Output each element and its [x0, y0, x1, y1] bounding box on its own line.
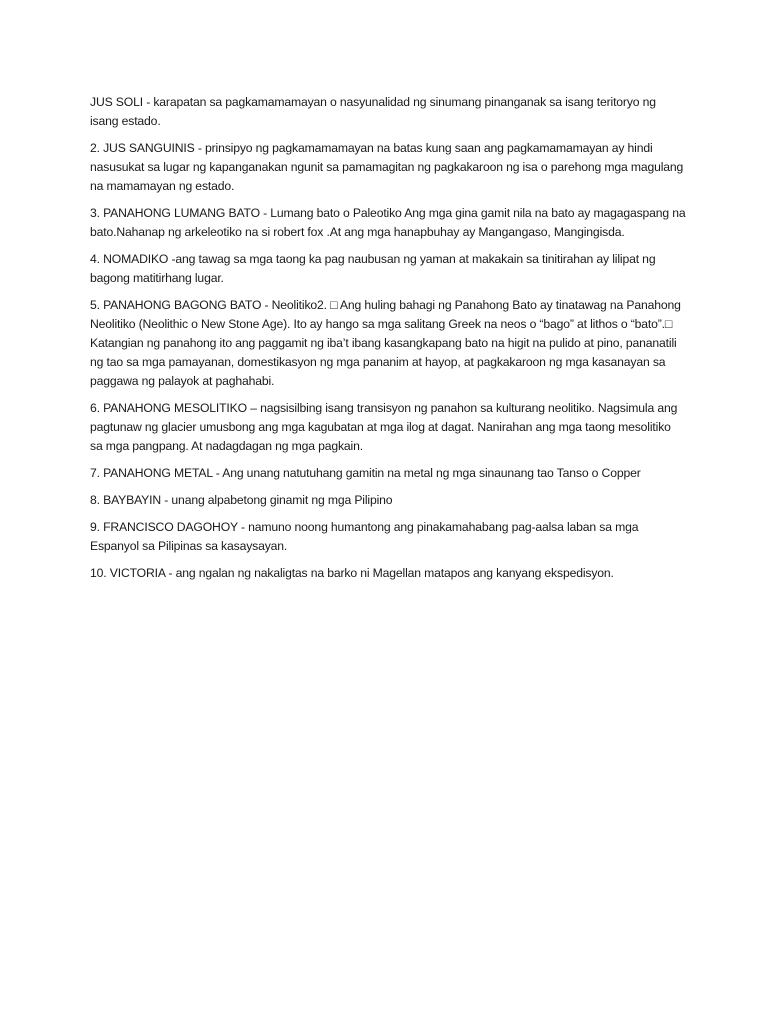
- paragraph-baybayin: 8. BAYBAYIN - unang alpabetong ginamit ng mga Pilipino: [90, 493, 393, 507]
- paragraph-jus-sanguinis: 2. JUS SANGUINIS - prinsipyo ng pagkamamamayan na batas kung saan ang pagkamamamayan ay hindi nasusukat sa lugar ng kapanganakan ngunit sa pamamagitan ng pagkakaroon ng isa o parehong mga magulang na mamamayan ng estado.: [90, 141, 684, 193]
- paragraph-jus-soli: JUS SOLI - karapatan sa pagkamamamayan o nasyunalidad ng sinumang pinanganak sa isang teritoryo ng isang estado.: [90, 95, 656, 128]
- paragraph-panahong-metal: 7. PANAHONG METAL - Ang unang natutuhang gamitin na metal ng mga sinaunang tao Tanso o Copper: [90, 466, 641, 480]
- paragraph-francisco-dagohoy: 9. FRANCISCO DAGOHOY - namuno noong humantong ang pinakamahabang pag-aalsa laban sa mga Espanyol sa Pilipinas sa kasaysayan.: [90, 520, 639, 553]
- paragraph-nomadiko: 4. NOMADIKO -ang tawag sa mga taong ka pag naubusan ng yaman at makakain sa tinitirahan ay lilipat ng bagong matitirhang lugar.: [90, 252, 656, 285]
- paragraph-victoria: 10. VICTORIA - ang ngalan ng nakaligtas na barko ni Magellan matapos ang kanyang ekspedisyon.: [90, 566, 614, 580]
- paragraph-panahong-mesolitiko: 6. PANAHONG MESOLITIKO – nagsisilbing isang transisyon ng panahon sa kulturang neolitiko. Nagsimula ang pagtunaw ng glacier umusbong ang mga kagubatan at mga ilog at dagat. Nanirahan ang mga taong mesolitiko sa mga pangpang. At nadagdagan ng mga pagkain.: [90, 401, 678, 453]
- document-page: [90, 93, 686, 591]
- paragraph-panahong-lumang-bato: 3. PANAHONG LUMANG BATO - Lumang bato o Paleotiko Ang mga gina gamit nila na bato ay magagaspang na bato.Nahanap ng arkeleotiko na si robert fox .At ang mga hanapbuhay ay Mangangaso, Mangingisda.: [90, 206, 686, 239]
- paragraph-panahong-bagong-bato: 5. PANAHONG BAGONG BATO - Neolitiko2. □ Ang huling bahagi ng Panahong Bato ay tinatawag na Panahong Neolitiko (Neolithic o New Stone Age). Ito ay hango sa mga salitang Greek na neos o “bago” at lithos o “bato”.□ Katangian ng panahong ito ang paggamit ng iba’t ibang kasangkapang bato na higit na pulido at pino, pananatili ng tao sa mga pamayanan, domestikasyon ng mga pananim at hayop, at pagkakaroon ng mga kasanayan sa paggawa ng palayok at paghahabi.: [90, 298, 681, 388]
